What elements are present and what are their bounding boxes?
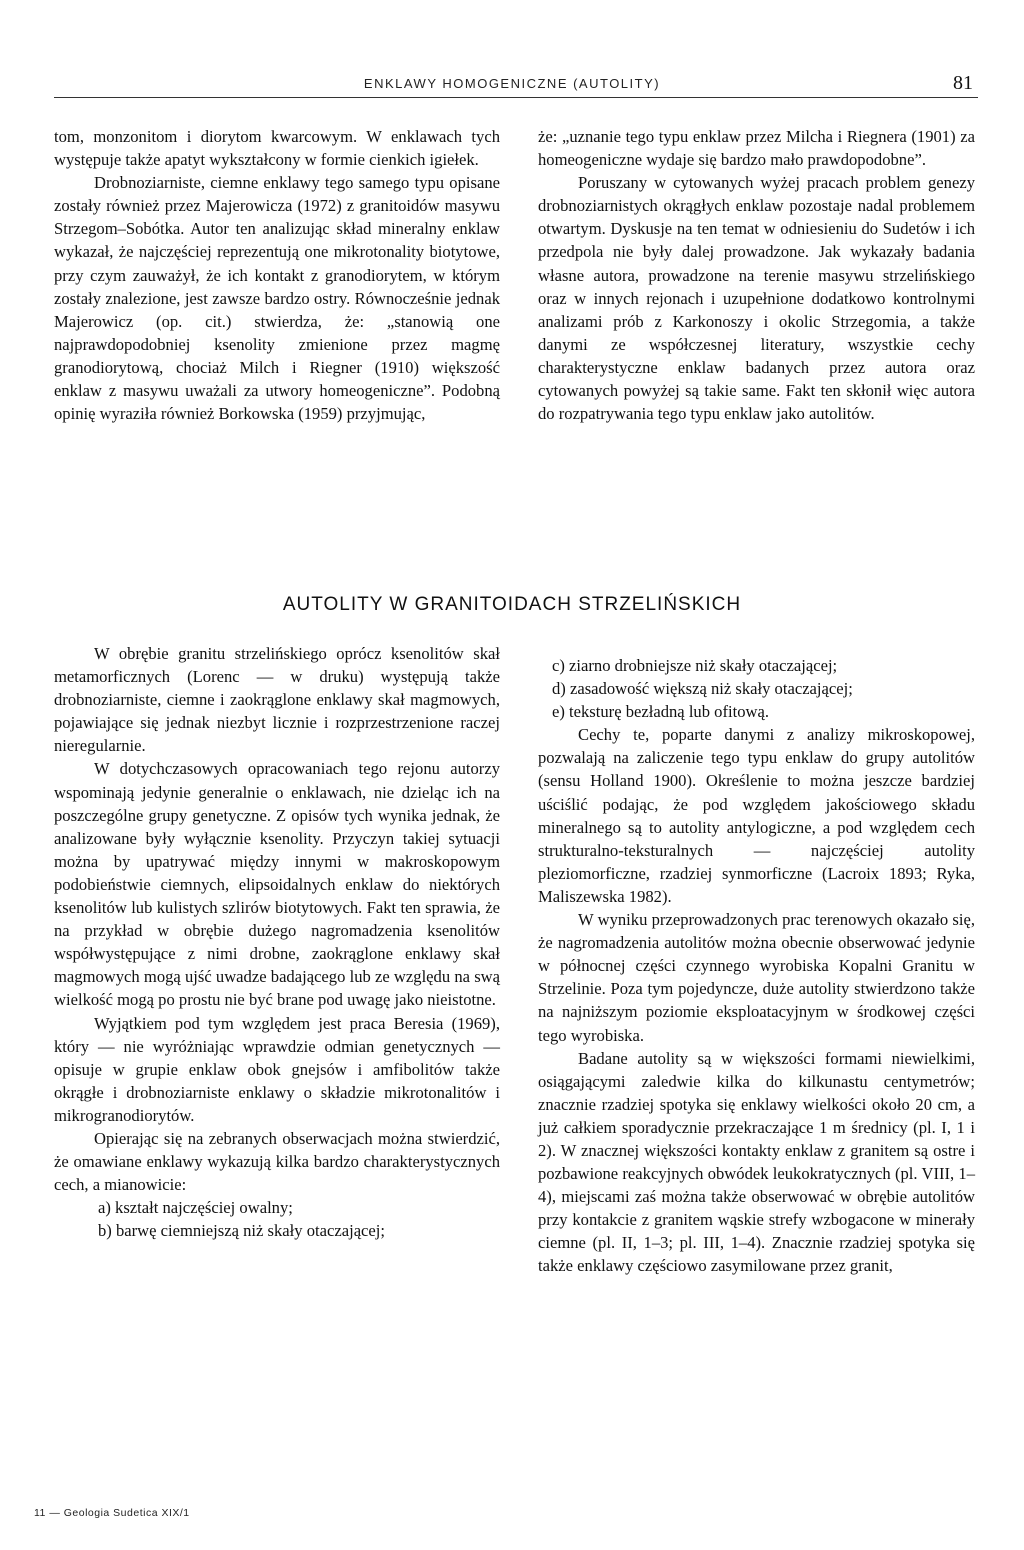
paragraph: W wyniku przeprowadzonych prac terenowych okazało się, że nagromadzenia autolitów można obecnie obserwować jedynie w północnej części czynnego wyrobiska Kopalni Granitu w Strzelinie. Poza tym pojedyncze, duże autolity stwierdzono także na najniższym poziomie eksploatacyjnym w środkowej części tego wyrobiska. [538, 910, 975, 1045]
paragraph: W dotychczasowych opracowaniach tego rejonu autorzy wspominają jedynie generalnie o enklawach, nie dzieląc ich na poszczególne grupy genetyczne. Z opisów tych wynika jednak, że analizowane były wyłącznie ksenolity. Przyczyn takiej sytuacji można by upatrywać między innymi w makroskopowym podobieństwie ciemnych, elipsoidalnych enklaw do niektórych ksenolitów lub kulistych szlirów biotytowych. Fakt ten sprawia, że na przykład w obrębie dużego nagromadzenia ksenolitów współwystępujące z nimi drobne, zaokrąglone enklawy skał magmowych mogą ujść uwadze badającego lub ze względu na swą wielkość mogą po prostu nie być brane pod uwagę jako nieistotne. [54, 759, 500, 1010]
list-item: c) ziarno drobniejsze niż skały otaczającej; [552, 656, 838, 675]
paragraph: W obrębie granitu strzelińskiego oprócz ksenolitów skał metamorficznych (Lorenc — w druku) występują także drobnoziarniste, ciemne i zaokrąglone enklawy skał magmowych, pojawiające się jednak niezbyt licznie i rozprzestrzenione raczej nieregularnie. [54, 644, 500, 756]
paragraph: tom, monzonitom i diorytom kwarcowym. W enklawach tych występuje także apatyt wykształcony w formie cienkich igiełek. [54, 127, 500, 170]
list-item: e) teksturę bezładną lub ofitową. [552, 702, 770, 722]
paragraph: Badane autolity są w większości formami niewielkimi, osiągającymi zaledwie kilka do kilkunastu centymetrów; znacznie rzadziej spotyka się enklawy wielkości około 20 cm, a już całkiem sporadycznie przekraczające 1 m średnicy (pl. I, 1 i 2). W znacznej większości kontakty enklaw z granitem są ostre i pozbawione reakcyjnych obwódek leukokratycznych (pl. VIII, 1–4), miejscami zaś można także obserwować w obrębie autolitów przy kontakcie z granitem wąskie strefy wzbogacone w minerały ciemne (pl. II, 1–3; pl. III, 1–4). Znacznie rzadziej spotyka się także enklawy częściowo zasymilowane przez granit, [538, 1048, 975, 1276]
header-rule [54, 97, 978, 98]
top-right-column [538, 125, 975, 425]
paragraph: Opierając się na zebranych obserwacjach można stwierdzić, że omawiane enklawy wykazują kilka bardzo charakterystycznych cech, a mianowicie: [54, 1128, 500, 1195]
footer-note: 11 — Geologia Sudetica XIX/1 [34, 1507, 190, 1519]
section-heading: AUTOLITY W GRANITOIDACH STRZELIŃSKICH [282, 594, 742, 615]
bottom-right-column [538, 654, 975, 1278]
page-number: 81 [953, 72, 973, 94]
paragraph: Wyjątkiem pod tym względem jest praca Beresia (1969), który — nie wyróżniając wprawdzie odmian genetycznych — opisuje w grupie enklaw obok gnejsów i amfibolitów także okrągłe i drobnoziarniste enklawy o składzie mikrotonalitów i mikrogranodiorytów. [54, 1013, 500, 1125]
paragraph: że: „uznanie tego typu enklaw przez Milcha i Riegnera (1901) za homeogeniczne wydaje się bardzo mało prawdopodobne”. [538, 127, 975, 170]
top-left-column [54, 125, 500, 425]
list-item: a) kształt najczęściej owalny; [98, 1198, 293, 1218]
paragraph: Poruszany w cytowanych wyżej pracach problem genezy drobnoziarnistych okrągłych enklaw pozostaje nadal problemem otwartym. Dyskusje na ten temat w odniesieniu do Sudetów i ich przedpola nie były dalej prowadzone. Jak wykazały badania własne autora, prowadzone na terenie masywu strzelińskiego oraz w innych rejonach i uzupełnione dodatkowo kontrolnymi analizami prób z Karkonoszy i okolic Strzegomia, a także danymi ze współczesnej literatury, wszystkie cechy charakterystyczne enklaw badanych przez autora oraz cytowanych powyżej są takie same. Fakt ten skłonił więc autora do rozpatrywania tego typu enklaw jako autolitów. [538, 173, 975, 424]
list-item: d) zasadowość większą niż skały otaczającej; [552, 679, 853, 699]
paragraph: Cechy te, poparte danymi z analizy mikroskopowej, pozwalają na zaliczenie tego typu enklaw do grupy autolitów (sensu Holland 1900). Określenie to można jeszcze bardziej uściślić podając, że pod względem jakościowego składu mineralnego są to autolity antylogiczne, a pod względem cech strukturalno-teksturalnych — najczęściej autolity pleziomorficzne, rzadziej synmorficzne (Lacroix 1893; Ryka, Maliszewska 1982). [538, 725, 975, 906]
running-title: ENKLAWY HOMOGENICZNE (AUTOLITY) [363, 76, 661, 91]
list-item: b) barwę ciemniejszą niż skały otaczającej; [98, 1221, 386, 1241]
bottom-left-column [54, 642, 500, 1242]
paragraph: Drobnoziarniste, ciemne enklawy tego samego typu opisane zostały również przez Majerowicza (1972) z granitoidów masywu Strzegom–Sobótka. Autor ten analizując skład mineralny enklaw wykazał, że najczęściej reprezentują one mikrotonality biotytowe, przy czym zauważył, że ich kontakt z granodiorytem, w którym zostały znalezione, jest zawsze bardzo ostry. Równocześnie jednak Majerowicz (op. cit.) stwierdza, że: „stanowią one najprawdopodobniej ksenolity zmienione przez magmę granodiorytową, chociaż Milch i Riegner (1910) większość enklaw z masywu uważali za utwory homeogeniczne”. Podobną opinię wyraziła również Borkowska (1959) przyjmując, [54, 173, 500, 424]
